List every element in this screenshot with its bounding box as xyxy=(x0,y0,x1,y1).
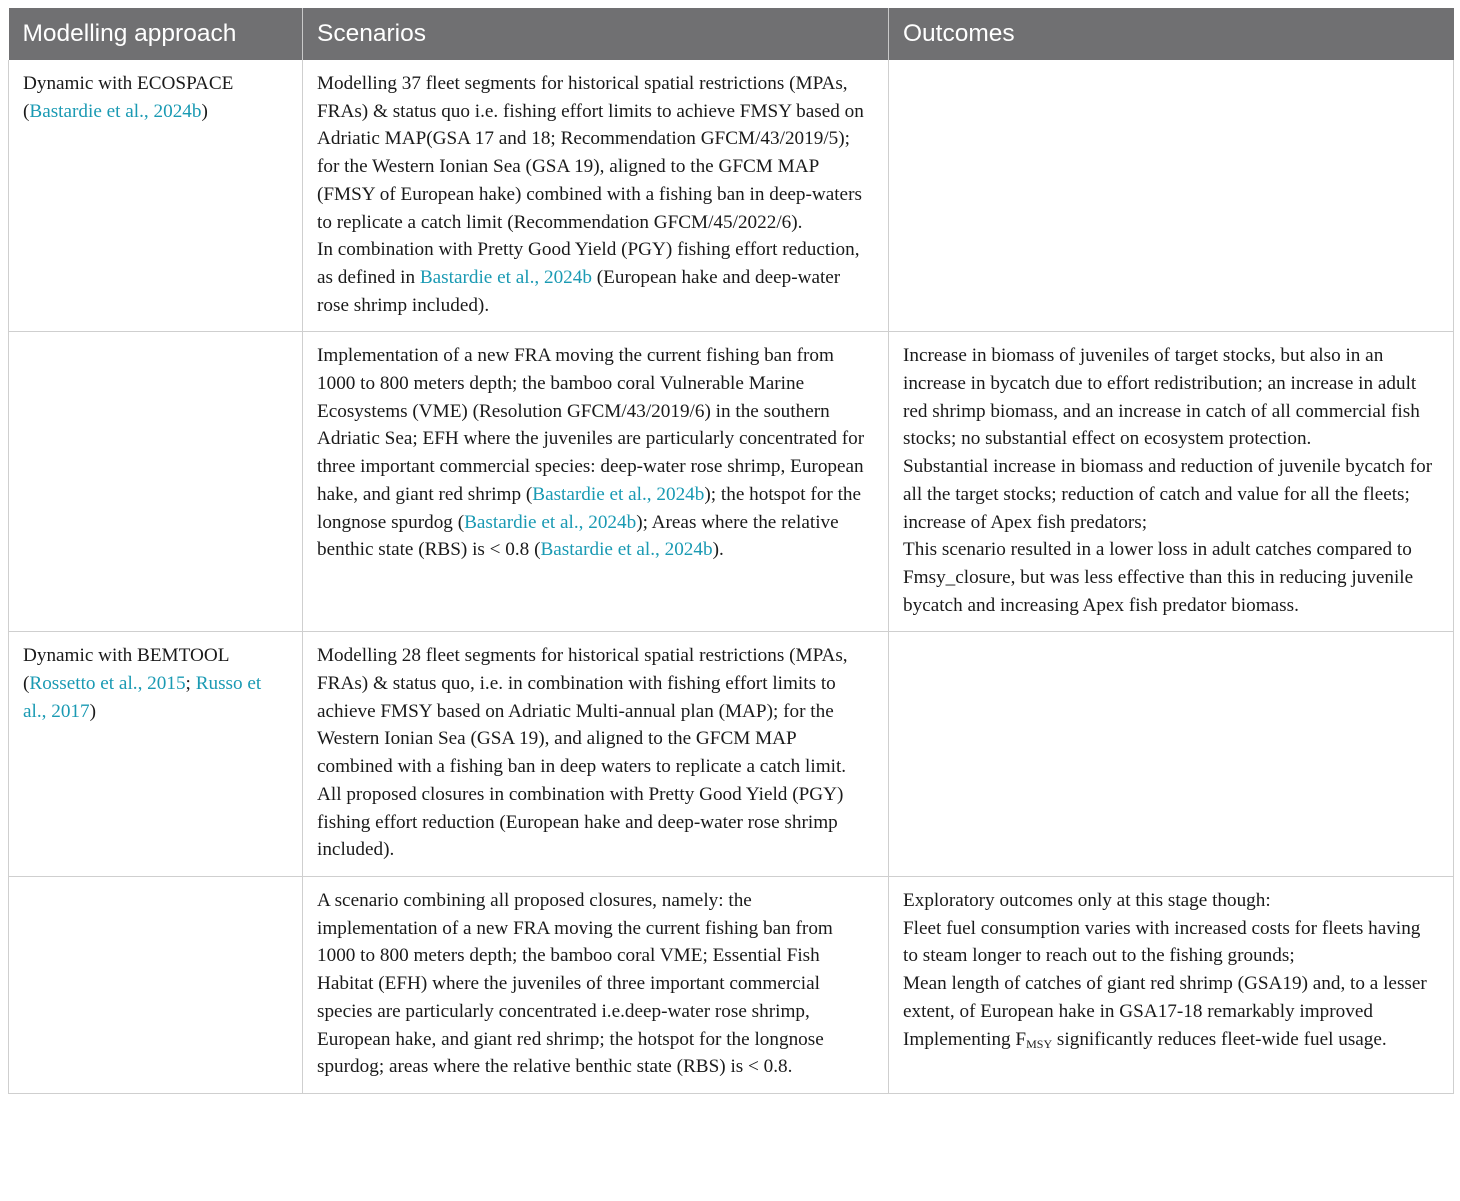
ref-separator: ; xyxy=(185,673,196,695)
ref-bracket: ) xyxy=(201,100,208,122)
citation-link[interactable]: Rossetto et al., 2015 xyxy=(29,673,186,695)
header-modelling-approach: Modelling approach xyxy=(9,8,303,60)
outcome-text: Implementing F xyxy=(903,1028,1027,1050)
cell-approach xyxy=(9,876,303,1093)
ref-bracket: ( xyxy=(23,100,30,122)
cell-scenario xyxy=(303,332,889,632)
header-outcomes: Outcomes xyxy=(889,8,1454,60)
cell-scenario xyxy=(303,632,889,877)
cell-approach xyxy=(9,632,303,877)
table-body xyxy=(9,60,1454,1093)
outcome-paragraph: Fleet fuel consumption varies with increased costs for fleets having to steam longer to reach out to the fishing grounds; xyxy=(903,917,1421,967)
scenario-text: ). xyxy=(712,539,724,561)
ref-bracket: ( xyxy=(23,673,30,695)
approach-text: Dynamic with ECOSPACE xyxy=(23,73,234,94)
cell-scenario xyxy=(303,876,889,1093)
modelling-table xyxy=(8,8,1454,1094)
cell-outcome xyxy=(889,60,1454,332)
citation-link[interactable]: Bastardie et al., 2024b xyxy=(419,266,592,288)
table-row xyxy=(9,632,1454,877)
ref-bracket: ) xyxy=(89,700,97,722)
approach-text: Dynamic with BEMTOOL xyxy=(23,645,230,667)
cell-outcome xyxy=(889,332,1454,632)
table-row xyxy=(9,60,1454,332)
scenario-text: (European hake and deep-water rose shrimp included). xyxy=(317,266,841,316)
scenario-text: In combination with Pretty Good Yield (PGY) fishing effort reduction, as defined in xyxy=(317,239,860,288)
cell-scenario xyxy=(303,60,889,332)
outcome-paragraph xyxy=(903,1026,1439,1054)
outcome-paragraph: Increase in biomass of juveniles of target stocks, but also in an increase in bycatch due to effort redistribution; an increase in adult red shrimp biomass, and an increase in catch of all commercial fish stocks; no substantial effect on ecosystem protection. xyxy=(903,345,1420,450)
scenario-paragraph: Modelling 28 fleet segments for historical spatial restrictions (MPAs, FRAs) & status quo, i.e. in combination with fishing effort limits to achieve FMSY based on Adriatic Multi-annual plan (MAP); for the Western Ionian Sea (GSA 19), and aligned to the GFCM MAP combined with a fishing ban in deep waters to replicate a catch limit. xyxy=(317,645,848,778)
header-row xyxy=(9,8,1454,60)
header-scenarios: Scenarios xyxy=(303,8,889,60)
scenario-paragraph xyxy=(317,236,874,319)
scenario-paragraph: Modelling 37 fleet segments for historical spatial restrictions (MPAs, FRAs) & status quo i.e. fishing effort limits to achieve FMSY based on Adriatic MAP(GSA 17 and 18; Recommendation GFCM/43/2019/5); for the Western Ionian Sea (GSA 19), aligned to the GFCM MAP (FMSY of European hake) combined with a fishing ban in deep-waters to replicate a catch limit (Recommendation GFCM/45/2022/6). xyxy=(317,73,864,233)
cell-approach xyxy=(9,332,303,632)
cell-outcome xyxy=(889,632,1454,877)
outcome-text: significantly reduces fleet-wide fuel usage. xyxy=(1052,1028,1387,1050)
outcome-paragraph: This scenario resulted in a lower loss in adult catches compared to Fmsy_closure, but was less effective than this in reducing juvenile bycatch and increasing Apex fish predator biomass. xyxy=(903,539,1414,616)
outcome-paragraph: Substantial increase in biomass and reduction of juvenile bycatch for all the target stocks; reduction of catch and value for all the fleets; increase of Apex fish predators; xyxy=(903,456,1433,533)
outcome-paragraph: Exploratory outcomes only at this stage though: xyxy=(903,889,1271,911)
subscript-msy: MSY xyxy=(1026,1036,1053,1051)
scenario-paragraph: All proposed closures in combination with Pretty Good Yield (PGY) fishing effort reduction (European hake and deep-water rose shrimp included). xyxy=(317,783,844,861)
scenario-text: ); the hotspot for the longnose spurdog ( xyxy=(317,483,862,533)
citation-link[interactable]: Bastardie et al., 2024b xyxy=(532,483,705,505)
scenario-paragraph: A scenario combining all proposed closures, namely: the implementation of a new FRA moving the current fishing ban from 1000 to 800 meters depth; the bamboo coral VME; Essential Fish Habitat (EFH) where the juveniles of three important commercial species are particularly concentrated i.e.deep-water rose shrimp, European hake, and giant red shrimp; the hotspot for the longnose spurdog; areas where the relative benthic state (RBS) is < 0.8. xyxy=(317,889,833,1078)
outcome-paragraph: Mean length of catches of giant red shrimp (GSA19) and, to a lesser extent, of European hake in GSA17-18 remarkably improved xyxy=(903,973,1427,1022)
table-header xyxy=(9,8,1454,60)
table-row xyxy=(9,332,1454,632)
citation-link[interactable]: Russo et al., 2017 xyxy=(23,673,262,722)
citation-link[interactable]: Bastardie et al., 2024b xyxy=(29,100,202,122)
table-container xyxy=(8,8,1453,1094)
citation-link[interactable]: Bastardie et al., 2024b xyxy=(540,539,713,561)
cell-outcome xyxy=(889,876,1454,1093)
table-row xyxy=(9,876,1454,1093)
scenario-text: Implementation of a new FRA moving the current fishing ban from 1000 to 800 meters depth; the bamboo coral Vulnerable Marine Ecosystems (VME) (Resolution GFCM/43/2019/6) in the southern Adriatic Sea; EFH where the juveniles are particularly concentrated for three important commercial species: deep-water rose shrimp, European hake, and giant red shrimp ( xyxy=(317,345,865,505)
scenario-text: ); Areas where the relative benthic state (RBS) is < 0.8 ( xyxy=(317,511,839,561)
citation-link[interactable]: Bastardie et al., 2024b xyxy=(464,511,637,533)
cell-approach xyxy=(9,60,303,332)
